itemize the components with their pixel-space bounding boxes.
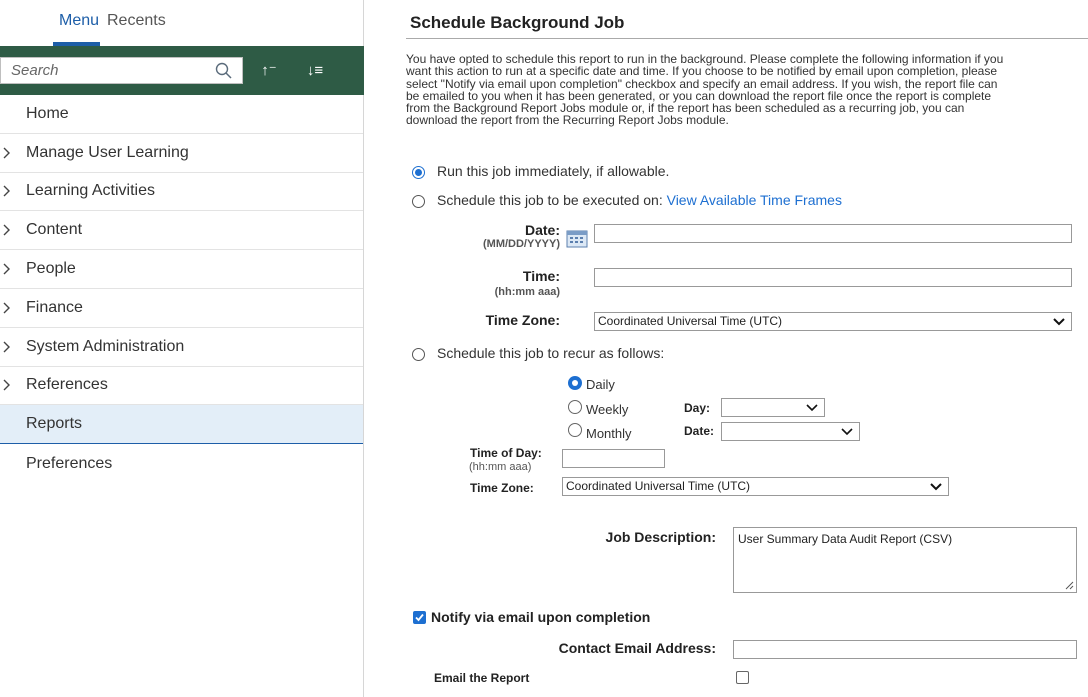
notify-email-label: Notify via email upon completion bbox=[431, 609, 651, 625]
sidebar-item-label: System Administration bbox=[26, 337, 185, 355]
search-icon[interactable] bbox=[214, 61, 234, 81]
time-label: Time: bbox=[522, 268, 560, 284]
chevron-right-icon bbox=[1, 262, 13, 276]
sidebar-item-system-administration[interactable] bbox=[0, 328, 363, 367]
chevron-right-icon bbox=[1, 301, 13, 315]
job-description-label: Job Description: bbox=[605, 529, 716, 545]
sidebar bbox=[0, 0, 364, 697]
day-label: Day: bbox=[684, 401, 711, 415]
weekly-label: Weekly bbox=[586, 402, 629, 417]
title-divider bbox=[406, 38, 1088, 39]
intro-line: want this action to run at a specific date and time. If you choose to be notified by email upon completion, please bbox=[406, 64, 998, 79]
sidebar-item-label: Preferences bbox=[26, 454, 113, 472]
sort-ascending-button[interactable]: ↑⁻ bbox=[261, 62, 277, 79]
sidebar-item-label: Learning Activities bbox=[26, 182, 155, 200]
recur-timezone-label: Time Zone: bbox=[470, 481, 534, 495]
time-of-day-label: Time of Day: bbox=[470, 446, 542, 460]
sidebar-toolbar bbox=[0, 46, 364, 95]
date-input[interactable] bbox=[594, 224, 1072, 243]
timezone-label: Time Zone: bbox=[485, 312, 560, 328]
sidebar-item-content[interactable] bbox=[0, 211, 363, 250]
sidebar-item-manage-user-learning[interactable] bbox=[0, 134, 363, 173]
recur-timezone-selected-value: Coordinated Universal Time (UTC) bbox=[566, 479, 751, 493]
sidebar-item-label: Content bbox=[26, 221, 83, 239]
monthly-radio[interactable] bbox=[568, 423, 582, 437]
date-of-month-label: Date: bbox=[684, 424, 715, 438]
sidebar-item-people[interactable] bbox=[0, 250, 363, 289]
job-description-value: User Summary Data Audit Report (CSV) bbox=[738, 532, 953, 546]
daily-label: Daily bbox=[586, 377, 615, 392]
run-immediately-radio[interactable] bbox=[412, 166, 425, 179]
notify-email-checkbox[interactable] bbox=[413, 611, 426, 624]
resize-grip-icon[interactable] bbox=[1064, 580, 1074, 590]
daily-radio[interactable] bbox=[568, 376, 582, 390]
chevron-right-icon bbox=[1, 184, 13, 198]
schedule-once-text: Schedule this job to be executed on: bbox=[437, 192, 663, 208]
search-box bbox=[0, 57, 243, 84]
sidebar-nav bbox=[0, 95, 363, 483]
chevron-right-icon bbox=[1, 340, 13, 354]
sidebar-item-home[interactable] bbox=[0, 95, 363, 134]
day-select[interactable] bbox=[721, 398, 825, 417]
sidebar-item-reports[interactable] bbox=[0, 405, 363, 444]
intro-line: select "Notify via email upon completion" checkbox and specify an email address. If you wish, the report file can bbox=[406, 76, 998, 91]
weekly-radio[interactable] bbox=[568, 400, 582, 414]
contact-email-label: Contact Email Address: bbox=[558, 640, 716, 656]
intro-line: You have opted to schedule this report to run in the background. Please complete the following information if you bbox=[406, 52, 1004, 66]
sidebar-item-learning-activities[interactable] bbox=[0, 173, 363, 212]
schedule-once-label bbox=[437, 192, 842, 208]
tab-recents[interactable]: Recents bbox=[107, 12, 166, 29]
date-of-month-select[interactable] bbox=[721, 422, 860, 441]
date-label: Date: bbox=[524, 222, 560, 238]
email-report-label: Email the Report bbox=[434, 671, 530, 685]
chevron-down-icon bbox=[841, 427, 853, 436]
sidebar-item-references[interactable] bbox=[0, 367, 363, 406]
time-of-day-format-hint: (hh:mm aaa) bbox=[469, 461, 532, 473]
chevron-down-icon bbox=[930, 482, 942, 491]
chevron-right-icon bbox=[1, 146, 13, 160]
schedule-once-radio[interactable] bbox=[412, 195, 425, 208]
sidebar-item-label: Finance bbox=[26, 298, 83, 316]
sidebar-item-label: People bbox=[26, 260, 76, 278]
date-format-hint: (MM/DD/YYYY) bbox=[483, 238, 560, 250]
main-content bbox=[396, 0, 1088, 697]
time-format-hint: (hh:mm aaa) bbox=[494, 286, 560, 298]
time-of-day-input[interactable] bbox=[562, 449, 665, 468]
chevron-down-icon bbox=[1053, 317, 1065, 326]
sidebar-item-label: References bbox=[26, 376, 108, 394]
intro-line: download the report from the Recurring Report Jobs module. bbox=[406, 113, 729, 128]
email-report-checkbox[interactable] bbox=[736, 671, 749, 684]
recur-label: Schedule this job to recur as follows: bbox=[437, 345, 665, 361]
calendar-icon[interactable] bbox=[566, 228, 588, 248]
view-time-frames-link[interactable]: View Available Time Frames bbox=[666, 192, 842, 208]
sidebar-tabs bbox=[0, 0, 364, 46]
chevron-right-icon bbox=[1, 223, 13, 237]
timezone-select[interactable] bbox=[594, 312, 1072, 331]
sidebar-item-finance[interactable] bbox=[0, 289, 363, 328]
intro-line: be emailed to you when it has been generated, or you can download the report file once the report is complete bbox=[406, 88, 992, 103]
search-input[interactable] bbox=[1, 58, 206, 83]
chevron-down-icon bbox=[806, 403, 818, 412]
sort-descending-button[interactable]: ↓≡ bbox=[306, 62, 324, 79]
checkmark-icon bbox=[414, 612, 425, 623]
tab-menu[interactable]: Menu bbox=[59, 12, 100, 29]
contact-email-input[interactable] bbox=[733, 640, 1077, 659]
recur-timezone-select[interactable] bbox=[562, 477, 949, 496]
sidebar-item-label: Home bbox=[26, 104, 69, 122]
page-title: Schedule Background Job bbox=[410, 13, 625, 32]
sidebar-item-preferences[interactable] bbox=[0, 444, 363, 483]
monthly-label: Monthly bbox=[586, 426, 632, 441]
intro-line: from the Background Report Jobs module or, if the report has been scheduled as a recurring job, you can bbox=[406, 101, 965, 116]
intro-text bbox=[406, 53, 1084, 127]
run-immediately-label: Run this job immediately, if allowable. bbox=[437, 163, 670, 179]
sidebar-item-label: Reports bbox=[26, 415, 83, 433]
chevron-right-icon bbox=[1, 378, 13, 392]
time-input[interactable] bbox=[594, 268, 1072, 287]
job-description-textarea[interactable] bbox=[733, 527, 1077, 593]
sidebar-item-label: Manage User Learning bbox=[26, 143, 189, 161]
recur-radio[interactable] bbox=[412, 348, 425, 361]
timezone-selected-value: Coordinated Universal Time (UTC) bbox=[598, 314, 783, 328]
